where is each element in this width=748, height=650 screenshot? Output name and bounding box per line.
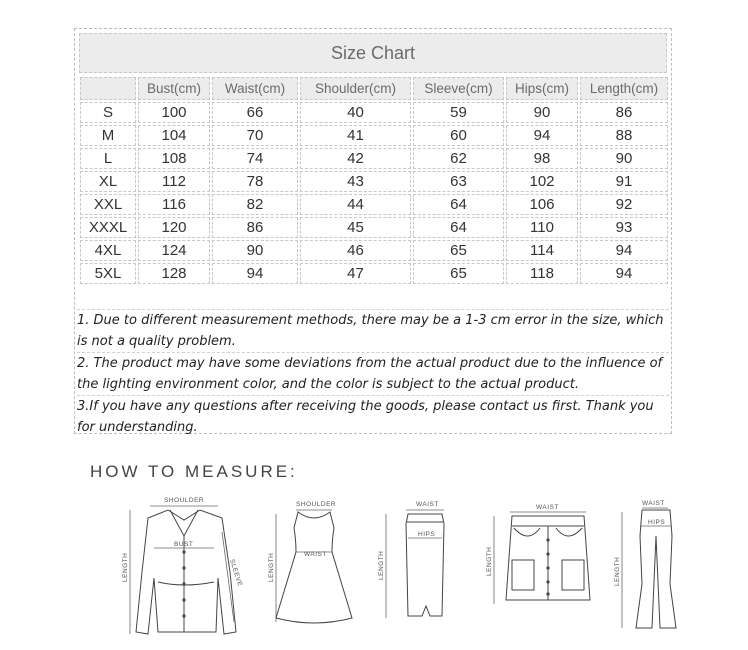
cell-sleeve: 63 <box>413 171 504 192</box>
jacket-measure-illustration <box>118 492 253 640</box>
shorts-length-label: LENGTH <box>486 546 493 576</box>
cell-waist: 82 <box>212 194 298 215</box>
cell-size: XL <box>80 171 136 192</box>
skirt-hips-label: HIPS <box>418 531 436 538</box>
table-row <box>80 171 668 192</box>
cell-shoulder: 42 <box>300 148 411 169</box>
table-header-row <box>80 77 668 100</box>
cell-length: 94 <box>580 240 668 261</box>
cell-size: XXXL <box>80 217 136 238</box>
cell-shoulder: 41 <box>300 125 411 146</box>
note-contact-us: 3.If you have any questions after receiving the goods, please contact us first. Thank you for understanding. <box>77 395 669 438</box>
table-row <box>80 263 668 284</box>
cell-length: 86 <box>580 102 668 123</box>
cell-shoulder: 40 <box>300 102 411 123</box>
cell-size: 5XL <box>80 263 136 284</box>
cell-size: 4XL <box>80 240 136 261</box>
cell-waist: 70 <box>212 125 298 146</box>
cell-sleeve: 62 <box>413 148 504 169</box>
header-bust: Bust(cm) <box>138 77 210 100</box>
size-chart <box>74 28 672 434</box>
dress-measure-illustration <box>266 498 358 630</box>
cell-bust: 116 <box>138 194 210 215</box>
cell-hips: 98 <box>506 148 578 169</box>
trousers-hips-label: HIPS <box>648 519 666 526</box>
cell-shoulder: 45 <box>300 217 411 238</box>
shoulder-label: SHOULDER <box>164 497 205 504</box>
note-measurement-error: 1. Due to different measurement methods, there may be a 1-3 cm error in the size, which is not a quality problem. <box>77 309 669 352</box>
cell-bust: 100 <box>138 102 210 123</box>
cell-hips: 114 <box>506 240 578 261</box>
size-table <box>78 75 670 286</box>
cell-length: 92 <box>580 194 668 215</box>
shorts-waist-label: WAIST <box>536 504 559 511</box>
cell-hips: 118 <box>506 263 578 284</box>
header-size <box>80 77 136 100</box>
cell-bust: 104 <box>138 125 210 146</box>
cell-hips: 102 <box>506 171 578 192</box>
trousers-measure-illustration <box>612 496 682 636</box>
cell-bust: 120 <box>138 217 210 238</box>
dress-shoulder-label: SHOULDER <box>296 501 337 508</box>
cell-size: L <box>80 148 136 169</box>
cell-hips: 90 <box>506 102 578 123</box>
cell-hips: 106 <box>506 194 578 215</box>
cell-bust: 108 <box>138 148 210 169</box>
cell-sleeve: 64 <box>413 194 504 215</box>
dress-waist-label: WAIST <box>304 551 327 558</box>
cell-size: XXL <box>80 194 136 215</box>
cell-size: M <box>80 125 136 146</box>
skirt-waist-label: WAIST <box>416 501 439 508</box>
cell-sleeve: 60 <box>413 125 504 146</box>
cell-waist: 74 <box>212 148 298 169</box>
cell-shoulder: 44 <box>300 194 411 215</box>
cell-sleeve: 64 <box>413 217 504 238</box>
cell-length: 93 <box>580 217 668 238</box>
cell-waist: 66 <box>212 102 298 123</box>
size-chart-title: Size Chart <box>79 33 667 73</box>
table-row <box>80 217 668 238</box>
cell-sleeve: 59 <box>413 102 504 123</box>
table-row <box>80 240 668 261</box>
length-label: LENGTH <box>122 552 129 582</box>
dress-length-label: LENGTH <box>268 552 275 582</box>
cell-waist: 94 <box>212 263 298 284</box>
cell-hips: 94 <box>506 125 578 146</box>
table-row <box>80 148 668 169</box>
cell-sleeve: 65 <box>413 240 504 261</box>
cell-shoulder: 47 <box>300 263 411 284</box>
table-row <box>80 102 668 123</box>
table-row <box>80 125 668 146</box>
cell-waist: 86 <box>212 217 298 238</box>
cell-length: 90 <box>580 148 668 169</box>
cell-waist: 90 <box>212 240 298 261</box>
skirt-measure-illustration <box>376 498 454 628</box>
size-rows <box>80 102 668 284</box>
cell-bust: 124 <box>138 240 210 261</box>
cell-hips: 110 <box>506 217 578 238</box>
how-to-measure-title: HOW TO MEASURE: <box>90 462 298 481</box>
shorts-measure-illustration <box>484 500 604 610</box>
size-notes <box>77 309 669 438</box>
table-row <box>80 194 668 215</box>
cell-length: 94 <box>580 263 668 284</box>
header-length: Length(cm) <box>580 77 668 100</box>
header-waist: Waist(cm) <box>212 77 298 100</box>
skirt-length-label: LENGTH <box>378 550 385 580</box>
cell-length: 88 <box>580 125 668 146</box>
cell-shoulder: 46 <box>300 240 411 261</box>
cell-sleeve: 65 <box>413 263 504 284</box>
cell-bust: 128 <box>138 263 210 284</box>
header-hips: Hips(cm) <box>506 77 578 100</box>
note-color-deviation: 2. The product may have some deviations from the actual product due to the influence of the lighting environment color, and the color is subject to the actual product. <box>77 352 669 395</box>
cell-waist: 78 <box>212 171 298 192</box>
cell-shoulder: 43 <box>300 171 411 192</box>
sleeve-label: SLEEVE <box>228 558 244 588</box>
trousers-waist-label: WAIST <box>642 500 665 507</box>
cell-bust: 112 <box>138 171 210 192</box>
cell-length: 91 <box>580 171 668 192</box>
trousers-length-label: LENGTH <box>614 556 621 586</box>
bust-label: BUST <box>174 541 194 548</box>
header-sleeve: Sleeve(cm) <box>413 77 504 100</box>
header-shoulder: Shoulder(cm) <box>300 77 411 100</box>
cell-size: S <box>80 102 136 123</box>
